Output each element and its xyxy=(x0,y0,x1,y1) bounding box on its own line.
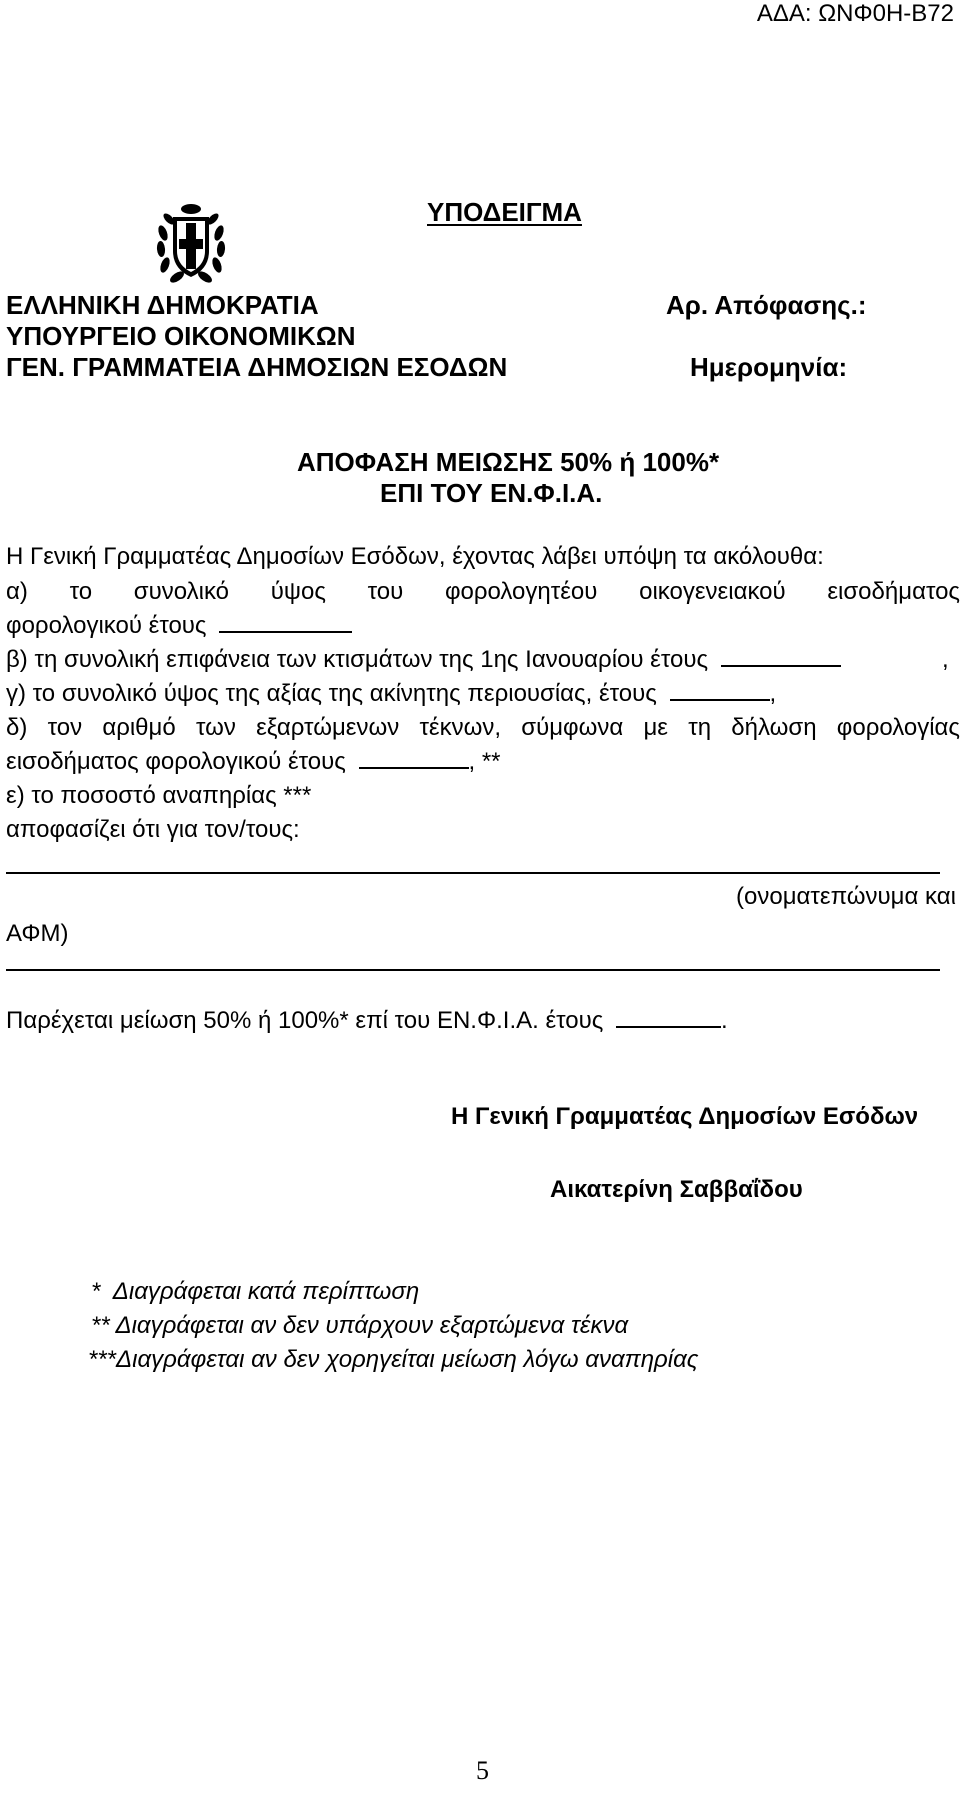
sample-heading: ΥΠΟΔΕΙΓΜΑ xyxy=(427,197,582,227)
footnote-2-mark: ** xyxy=(91,1312,110,1339)
footnote-1-mark: * xyxy=(91,1278,101,1305)
names-line-2 xyxy=(6,969,940,971)
item-a-line-2 xyxy=(6,612,352,640)
item-d-line-1: δ) τον αριθμό των εξαρτώμενων τέκνων, σύμφωνα με τη δήλωση φορολογίας xyxy=(6,714,960,741)
footnote-1 xyxy=(91,1278,419,1306)
item-c-suffix: , xyxy=(769,680,777,707)
blank-year-grant xyxy=(616,1025,721,1028)
page-number: 5 xyxy=(476,1756,489,1785)
issuer-line-3: ΓΕΝ. ΓΡΑΜΜΑΤΕΙΑ ΔΗΜΟΣΙΩΝ ΕΣΟΔΩΝ xyxy=(6,352,508,382)
item-d-text: εισοδήματος φορολογικού έτους xyxy=(6,748,346,775)
signatory-name: Αικατερίνη Σαββαΐδου xyxy=(550,1176,803,1203)
footnote-3-mark: *** xyxy=(88,1346,117,1373)
item-d-suffix: , ** xyxy=(468,748,501,775)
issuer-line-1: ΕΛΛΗΝΙΚΗ ΔΗΜΟΚΡΑΤΙΑ xyxy=(6,290,319,320)
item-b-line xyxy=(6,646,841,674)
blank-year-c xyxy=(670,698,770,701)
item-c-text: γ) το συνολικό ύψος της αξίας της ακίνητης περιουσίας, έτους xyxy=(6,680,657,707)
item-b-suffix: , xyxy=(942,646,949,673)
item-a-line-1: α) το συνολικό ύψος του φορολογητέου οικογενειακού εισοδήματος xyxy=(6,578,960,605)
footnote-2 xyxy=(91,1312,628,1340)
decides-text: αποφασίζει ότι για τον/τους: xyxy=(6,816,300,843)
intro-text: Η Γενική Γραμματέας Δημοσίων Εσόδων, έχοντας λάβει υπόψη τα ακόλουθα: xyxy=(6,543,824,570)
greek-coat-of-arms-icon xyxy=(155,203,227,285)
issuer-line-2: ΥΠΟΥΡΓΕΙΟ ΟΙΚΟΝΟΜΙΚΩΝ xyxy=(6,321,356,351)
blank-tax-year-a xyxy=(219,630,352,633)
footnote-3-text: Διαγράφεται αν δεν χορηγείται μείωση λόγω αναπηρίας xyxy=(116,1346,699,1373)
grant-text: Παρέχεται μείωση 50% ή 100%* επί του ΕΝ.Φ.Ι.Α. έτους xyxy=(6,1007,604,1034)
document-id: ΑΔΑ: ΩΝΦ0Η-Β72 xyxy=(756,0,954,27)
blank-tax-year-d xyxy=(359,766,469,769)
item-b-text: β) τη συνολική επιφάνεια των κτισμάτων της 1ης Ιανουαρίου έτους xyxy=(6,646,709,673)
footnote-1-text: Διαγράφεται κατά περίπτωση xyxy=(112,1278,420,1305)
grant-line xyxy=(6,1007,728,1035)
grant-suffix: . xyxy=(721,1007,728,1034)
footnote-3 xyxy=(88,1346,698,1374)
date-label: Ημερομηνία: xyxy=(690,352,848,382)
names-hint: (ονοματεπώνυμα και xyxy=(736,883,956,910)
decision-title-line-1: ΑΠΟΦΑΣΗ ΜΕΙΩΣΗΣ 50% ή 100%* xyxy=(297,447,720,477)
blank-year-b xyxy=(721,664,841,667)
item-e-line: ε) το ποσοστό αναπηρίας *** xyxy=(6,782,312,809)
afm-label: ΑΦΜ) xyxy=(6,920,69,947)
item-d-line-2 xyxy=(6,748,501,776)
decision-title-line-2: ΕΠΙ ΤΟΥ ΕΝ.Φ.Ι.Α. xyxy=(380,478,603,508)
decision-number-label: Αρ. Απόφασης.: xyxy=(666,290,867,320)
names-line-1 xyxy=(6,872,940,874)
signatory-role: Η Γενική Γραμματέας Δημοσίων Εσόδων xyxy=(451,1103,919,1130)
item-a-text: φορολογικού έτους xyxy=(6,612,207,639)
item-c-line xyxy=(6,680,776,708)
footnote-2-text: Διαγράφεται αν δεν υπάρχουν εξαρτώμενα τέκνα xyxy=(115,1312,629,1339)
